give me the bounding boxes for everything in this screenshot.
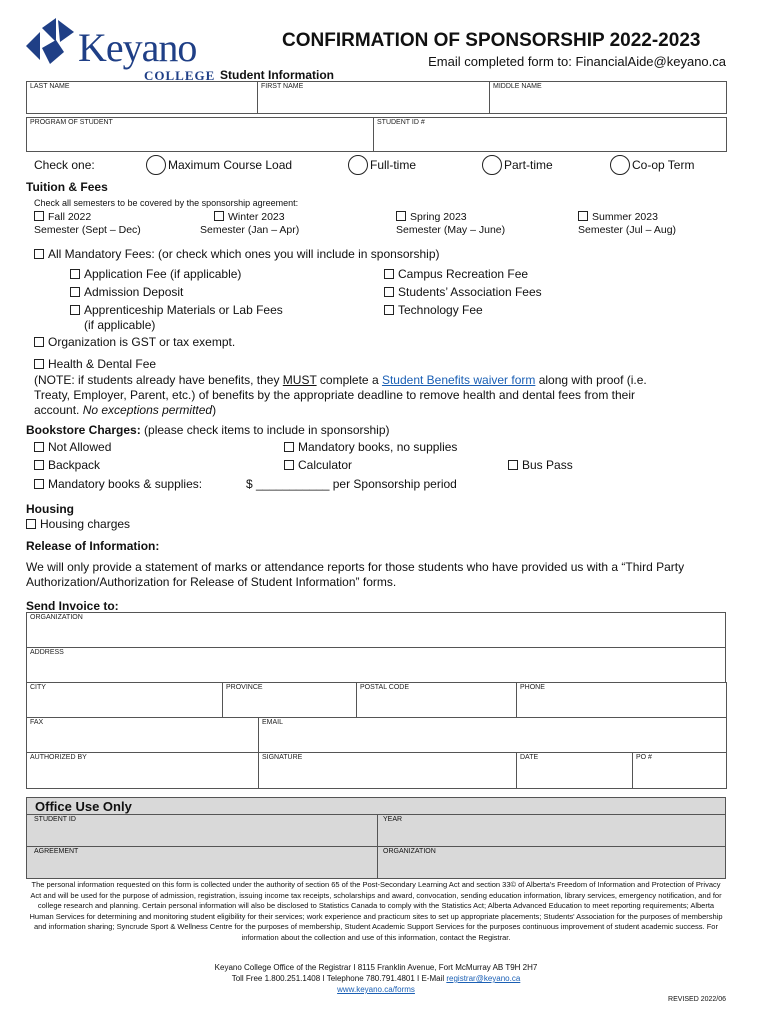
radio-co-op[interactable] <box>610 155 630 175</box>
mandatory-no-supplies[interactable]: Mandatory books, no supplies <box>284 440 457 454</box>
backpack[interactable]: Backpack <box>34 458 100 472</box>
release-line1: We will only provide a statement of marks or attendance reports for those students who have provided us with a “Third Party <box>26 560 685 574</box>
email-field[interactable]: EMAIL <box>259 718 727 753</box>
not-allowed[interactable]: Not Allowed <box>34 440 111 454</box>
semester-winter[interactable]: Winter 2023 <box>214 211 285 223</box>
date-field[interactable]: DATE <box>517 753 633 789</box>
office-use-section <box>26 797 726 879</box>
semester-fall-range: Semester (Sept – Dec) <box>34 224 141 236</box>
student-info-heading: Student Information <box>220 68 334 82</box>
registrar-email-link[interactable]: registrar@keyano.ca <box>446 974 521 983</box>
postal-code-field[interactable]: POSTAL CODE <box>357 683 517 718</box>
program-table <box>26 117 727 152</box>
organization-field[interactable]: ORGANIZATION <box>27 613 726 648</box>
mandatory-supplies[interactable]: Mandatory books & supplies: <box>34 477 202 491</box>
checkbox-icon <box>70 287 80 297</box>
invoice-table-1 <box>26 612 726 683</box>
checkbox-icon <box>396 211 406 221</box>
checkbox-icon <box>26 519 36 529</box>
bookstore-heading: Bookstore Charges: (please check items to include in sponsorship) <box>26 423 390 437</box>
signature-field[interactable]: SIGNATURE <box>259 753 517 789</box>
forms-link[interactable]: www.keyano.ca/forms <box>337 985 415 994</box>
checkbox-icon <box>508 460 518 470</box>
semester-spring-range: Semester (May – June) <box>396 224 506 236</box>
invoice-table-3 <box>26 717 727 753</box>
apprenticeship-sub: (if applicable) <box>84 318 156 332</box>
health-note-line1: (NOTE: if students already have benefits, they MUST complete a Student Benefits waiver form along with proof (i.e. <box>34 373 647 387</box>
checkbox-icon <box>34 460 44 470</box>
all-mandatory-fees[interactable]: All Mandatory Fees: (or check which ones you will include in sponsorship) <box>34 247 440 261</box>
checkbox-icon <box>384 305 394 315</box>
checkbox-icon <box>34 249 44 259</box>
tuition-heading: Tuition & Fees <box>26 180 108 194</box>
health-dental-fee[interactable]: Health & Dental Fee <box>34 357 156 371</box>
release-heading: Release of Information: <box>26 539 160 553</box>
semester-summer[interactable]: Summer 2023 <box>578 211 658 223</box>
invoice-heading: Send Invoice to: <box>26 599 119 613</box>
gst-exempt[interactable]: Organization is GST or tax exempt. <box>34 335 235 349</box>
page-title: CONFIRMATION OF SPONSORSHIP 2022-2023 <box>282 30 701 51</box>
footer-line2: Toll Free 1.800.251.1408 I Telephone 780.791.4801 I E-Mail registrar@keyano.ca <box>231 974 521 983</box>
checkbox-icon <box>578 211 588 221</box>
checkbox-icon <box>384 287 394 297</box>
email-instruction: Email completed form to: FinancialAide@keyano.ca <box>428 54 726 69</box>
po-field[interactable]: PO # <box>633 753 727 789</box>
health-note-line3: account. No exceptions permitted) <box>34 403 217 417</box>
amount-field[interactable]: $ ___________ per Sponsorship period <box>246 477 457 491</box>
checkbox-icon <box>70 269 80 279</box>
office-year: YEAR <box>383 816 403 823</box>
checkbox-icon <box>70 305 80 315</box>
province-field[interactable]: PROVINCE <box>223 683 357 718</box>
footer-line1: Keyano College Office of the Registrar I 8115 Franklin Avenue, Fort McMurray AB T9H 2H7 <box>214 963 538 972</box>
radio-full-time[interactable] <box>348 155 368 175</box>
student-id-field[interactable]: STUDENT ID # <box>374 118 727 152</box>
checkbox-icon <box>34 359 44 369</box>
footer-address <box>26 962 726 995</box>
student-info-table <box>26 81 727 114</box>
checkbox-icon <box>34 479 44 489</box>
semester-fall[interactable]: Fall 2022 <box>34 211 91 223</box>
keyano-logo <box>26 18 216 83</box>
invoice-table-4 <box>26 752 727 789</box>
housing-heading: Housing <box>26 502 74 516</box>
semester-spring[interactable]: Spring 2023 <box>396 211 467 223</box>
first-name-field[interactable]: FIRST NAME <box>258 82 490 114</box>
address-field[interactable]: ADDRESS <box>27 648 726 683</box>
students-association-fees[interactable]: Students’ Association Fees <box>384 285 542 299</box>
tuition-instruction: Check all semesters to be covered by the sponsorship agreement: <box>34 198 299 208</box>
revised-date: REVISED 2022/06 <box>668 996 726 1003</box>
housing-charges[interactable]: Housing charges <box>26 517 130 531</box>
semester-summer-range: Semester (Jul – Aug) <box>578 224 677 236</box>
middle-name-field[interactable]: MIDDLE NAME <box>490 82 727 114</box>
campus-recreation-fee[interactable]: Campus Recreation Fee <box>384 267 528 281</box>
check-one-label: Check one: <box>34 158 95 172</box>
checkbox-icon <box>284 460 294 470</box>
office-agreement: AGREEMENT <box>34 848 79 855</box>
invoice-table-2 <box>26 682 727 718</box>
radio-part-time[interactable] <box>482 155 502 175</box>
logo-sub: COLLEGE <box>144 68 216 83</box>
benefits-waiver-link[interactable]: Student Benefits waiver form <box>381 373 536 387</box>
authorized-by-field[interactable]: AUTHORIZED BY <box>27 753 259 789</box>
office-student-id: STUDENT ID <box>34 816 76 823</box>
radio-max-load[interactable] <box>146 155 166 175</box>
program-field[interactable]: PROGRAM OF STUDENT <box>27 118 374 152</box>
release-line2: Authorization/Authorization for Release of Student Information” forms. <box>26 575 397 589</box>
checkbox-icon <box>284 442 294 452</box>
health-note-line2: Treaty, Employer, Parent, etc.) of benefits by the appropriate deadline to remove health and dental fees from their <box>34 388 636 402</box>
checkbox-icon <box>34 442 44 452</box>
bus-pass[interactable]: Bus Pass <box>508 458 573 472</box>
logo-word: Keyano <box>78 25 197 70</box>
checkbox-icon <box>384 269 394 279</box>
calculator[interactable]: Calculator <box>284 458 352 472</box>
office-heading: Office Use Only <box>35 799 132 814</box>
option-co-op: Co-op Term <box>632 158 695 172</box>
option-part-time: Part-time <box>504 158 553 172</box>
checkbox-icon <box>214 211 224 221</box>
phone-field[interactable]: PHONE <box>517 683 727 718</box>
checkbox-icon <box>34 211 44 221</box>
city-field[interactable]: CITY <box>27 683 223 718</box>
option-full-time: Full-time <box>370 158 417 172</box>
logo-mark-icon <box>26 18 78 74</box>
office-organization: ORGANIZATION <box>383 848 436 855</box>
technology-fee[interactable]: Technology Fee <box>384 303 483 317</box>
semester-winter-range: Semester (Jan – Apr) <box>200 224 300 236</box>
admission-deposit[interactable]: Admission Deposit <box>70 285 183 299</box>
option-max-load: Maximum Course Load <box>168 158 293 172</box>
fax-field[interactable]: FAX <box>27 718 259 753</box>
application-fee[interactable]: Application Fee (if applicable) <box>70 267 241 281</box>
checkbox-icon <box>34 337 44 347</box>
apprenticeship-fees[interactable]: Apprenticeship Materials or Lab Fees <box>70 303 283 317</box>
last-name-field[interactable]: LAST NAME <box>27 82 258 114</box>
privacy-statement: The personal information requested on this form is collected under the authority of section 65 of the Post-Secondary Learning Act and section 33© of Alberta's Freedom of Information and Protection of Privacy Act and will be used for the purpose of admission, registration, issuing income tax receipts, scholarships and award, convocation, sending education information, library services, emergency notification, and for college research and planning. Certain personal information will also be disclosed to Statistics Canada to comply with the Statistics Act; Alberta Advanced Education to meet reporting requirements; Alberta Human Services for determining and monitoring student eligibility for their services; work experience and practicum sites to set up appropriate placements; Students' Association for the purposes of membership and information sharing; Syncrude Sport & Wellness Centre for the purposes of membership, Student Academic Support Services for the purposes continuous improvement of student academic success. For information about the collection and use of this information, contact the Registrar. <box>29 880 723 942</box>
